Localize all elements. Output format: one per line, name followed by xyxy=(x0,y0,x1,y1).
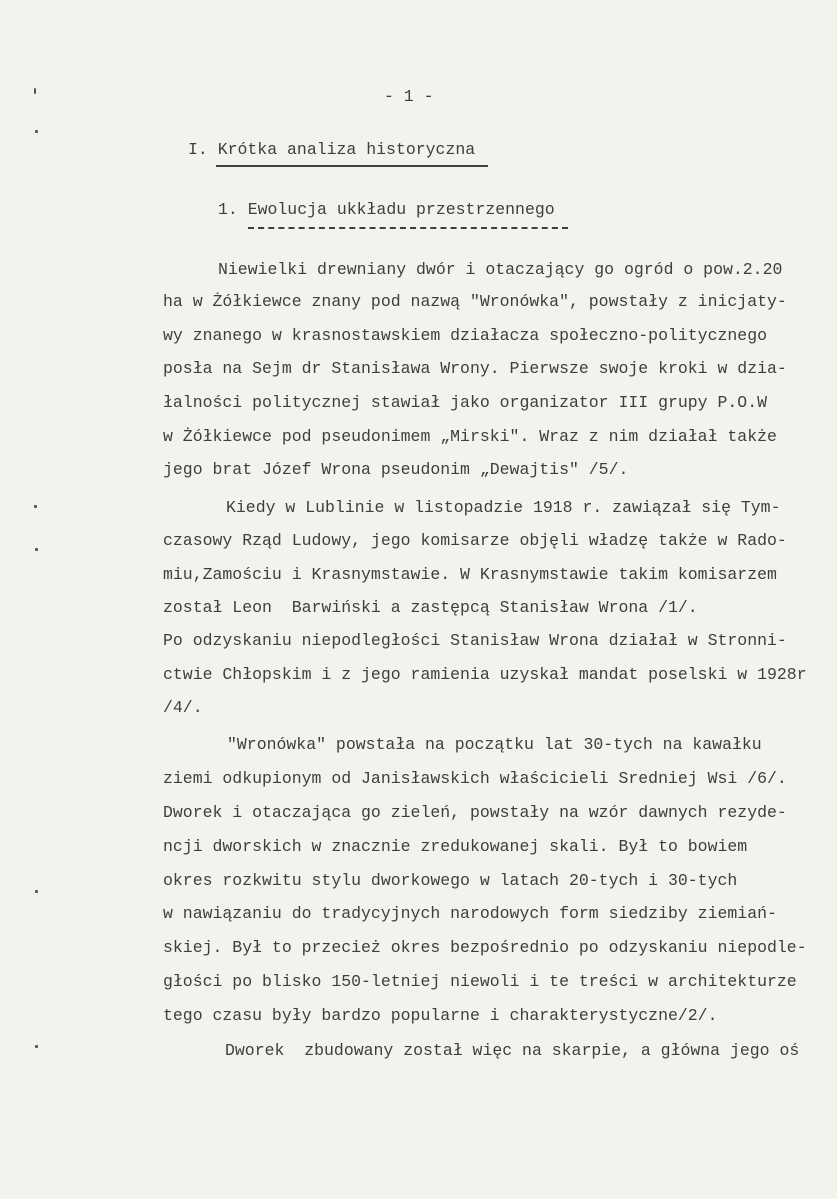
text-line: Niewielki drewniany dwór i otaczający go ogród o pow.2.20 xyxy=(218,260,783,279)
text-line: /4/. xyxy=(163,698,203,717)
margin-mark xyxy=(34,505,37,508)
text-line: czasowy Rząd Ludowy, jego komisarze objęli władzę także w Rado- xyxy=(163,531,787,550)
text-line: ncji dworskich w znacznie zredukowanej skali. Był to bowiem xyxy=(163,837,748,856)
text-line: Kiedy w Lublinie w listopadzie 1918 r. zawiązał się Tym- xyxy=(226,498,781,517)
text-line: ctwie Chłopskim i z jego ramienia uzyskał mandat poselski w 1928r xyxy=(163,665,807,684)
text-line: w Żółkiewce pod pseudonimem „Mirski". Wraz z nim działał także xyxy=(163,427,777,446)
text-line: wy znanego w krasnostawskiem działacza społeczno-politycznego xyxy=(163,326,767,345)
heading-underline xyxy=(216,165,488,167)
text-line: Dworek zbudowany został więc na skarpie, a główna jego oś xyxy=(225,1041,800,1060)
text-line: okres rozkwitu stylu dworkowego w latach 20-tych i 30-tych xyxy=(163,871,738,890)
text-line: Po odzyskaniu niepodległości Stanisław Wrona działał w Stronni- xyxy=(163,631,787,650)
text-line: ha w Żółkiewce znany pod nazwą "Wronówka", powstały z inicjaty- xyxy=(163,292,787,311)
subheading-underline xyxy=(248,227,568,229)
text-line: Dworek i otaczająca go zieleń, powstały na wzór dawnych rezyde- xyxy=(163,803,787,822)
text-line: łalności politycznej stawiał jako organizator III grupy P.O.W xyxy=(163,393,767,412)
text-line: w nawiązaniu do tradycyjnych narodowych form siedziby ziemiań- xyxy=(163,904,777,923)
section-heading: I. Krótka analiza historyczna xyxy=(188,140,476,159)
text-line: jego brat Józef Wrona pseudonim „Dewajtis" /5/. xyxy=(163,460,629,479)
margin-mark xyxy=(34,88,36,94)
text-line: tego czasu były bardzo popularne i charakterystyczne/2/. xyxy=(163,1006,718,1025)
text-line: miu,Zamościu i Krasnymstawie. W Krasnymstawie takim komisarzem xyxy=(163,565,777,584)
margin-mark xyxy=(35,1045,38,1048)
margin-mark xyxy=(35,890,38,893)
text-line: został Leon Barwiński a zastępcą Stanisław Wrona /1/. xyxy=(163,598,698,617)
margin-mark xyxy=(35,130,38,133)
text-line: ziemi odkupionym od Janisławskich właścicieli Sredniej Wsi /6/. xyxy=(163,769,787,788)
text-line: głości po blisko 150-letniej niewoli i te treści w architekturze xyxy=(163,972,797,991)
margin-mark xyxy=(35,548,38,551)
subsection-heading: 1. Ewolucja ukkładu przestrzennego xyxy=(218,200,555,219)
text-line: skiej. Był to przecież okres bezpośrednio po odzyskaniu niepodle- xyxy=(163,938,807,957)
text-line: posła na Sejm dr Stanisława Wrony. Pierwsze swoje kroki w dzia- xyxy=(163,359,787,378)
text-line: "Wronówka" powstała na początku lat 30-tych na kawałku xyxy=(227,735,762,754)
page-number: - 1 - xyxy=(384,87,434,106)
